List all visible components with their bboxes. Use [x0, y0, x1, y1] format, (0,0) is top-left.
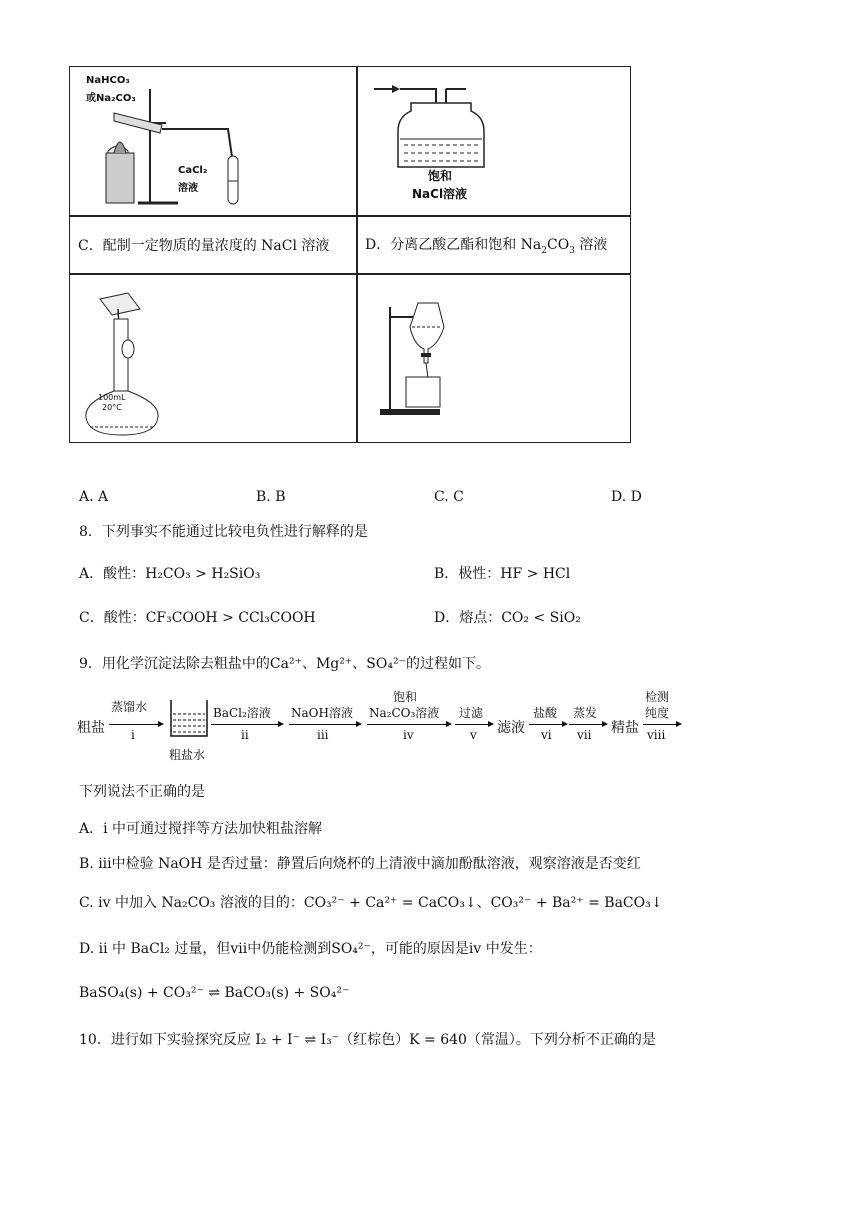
- label-na2co3: 或Na₂CO₃: [86, 93, 136, 104]
- table-divider-2: [70, 273, 630, 275]
- q9-process-flow: [77, 688, 717, 770]
- flow-step8-reagent-1: 检测: [645, 690, 670, 704]
- q9-option-b: B. iii中检验 NaOH 是否过量：静置后向烧杯的上清液中滴加酚酞溶液，观察溶液是否变红: [79, 856, 641, 872]
- q10-stem: 10．进行如下实验探究反应 I₂ + I⁻ ⇌ I₃⁻（红棕色）K = 640（常温）。下列分析不正确的是: [79, 1032, 656, 1048]
- label-flask-volume: 100mL: [98, 393, 126, 402]
- q8-option-b: B．极性：HF > HCl: [434, 566, 571, 582]
- flow-arrow-4: [367, 724, 451, 725]
- q8-stem: 8．下列事实不能通过比较电负性进行解释的是: [79, 524, 368, 540]
- table-divider-vertical: [356, 67, 358, 442]
- label-flask-temp: 20°C: [102, 403, 122, 412]
- flow-step1-reagent: 蒸馏水: [111, 700, 148, 714]
- apparatus-table: [69, 66, 631, 443]
- label-saturated: 饱和: [428, 169, 453, 183]
- q7-option-b: B. B: [256, 489, 286, 505]
- option-d-label: D．分离乙酸乙酯和饱和 $Na_2CO_3$ 溶液: [365, 237, 608, 256]
- flow-step4-reagent-1: 饱和: [393, 690, 418, 704]
- q9-option-a: A．i 中可通过搅拌等方法加快粗盐溶解: [79, 821, 323, 837]
- separatory-funnel-figure: [366, 283, 626, 433]
- q8-option-a: A．酸性：H₂CO₃ > H₂SiO₃: [79, 566, 261, 582]
- volumetric-flask-figure: [78, 279, 348, 439]
- flow-end: 精盐: [611, 720, 639, 736]
- flow-step3-reagent: NaOH溶液: [291, 706, 353, 720]
- label-cacl2-solution: 溶液: [178, 183, 198, 194]
- flow-arrow-8: [643, 724, 681, 725]
- flow-filtrate: 滤液: [497, 720, 525, 736]
- q7-option-a: A. A: [79, 489, 109, 505]
- flow-beaker-label: 粗盐水: [169, 748, 206, 762]
- flow-arrow-5: [455, 724, 493, 725]
- flow-arrow-1: [109, 724, 163, 725]
- q9-sub-stem: 下列说法不正确的是: [79, 784, 205, 800]
- label-cacl2: CaCl₂: [178, 165, 208, 176]
- option-c-label: C．配制一定物质的量浓度的 NaCl 溶液: [78, 238, 330, 254]
- gas-washing-bottle-figure: [366, 71, 626, 211]
- q8-option-c: C．酸性：CF₃COOH > CCl₃COOH: [79, 610, 316, 626]
- beaker-icon: [167, 696, 211, 740]
- q9-option-d: D. ii 中 BaCl₂ 过量，但vii中仍能检测到SO₄²⁻，可能的原因是iv 中发生：: [79, 941, 542, 957]
- q9-option-c: C. iv 中加入 Na₂CO₃ 溶液的目的：CO₃²⁻ + Ca²⁺ = CaCO₃↓、CO₃²⁻ + Ba²⁺ = BaCO₃↓: [79, 895, 663, 911]
- flow-step7-reagent: 蒸发: [573, 706, 598, 720]
- flow-step5-reagent: 过滤: [459, 706, 484, 720]
- q7-option-c: C. C: [434, 489, 464, 505]
- flow-step7-num: vii: [577, 728, 592, 742]
- flow-step6-reagent: 盐酸: [533, 706, 558, 720]
- flow-arrow-7: [569, 724, 607, 725]
- flow-arrow-3: [289, 724, 361, 725]
- label-nacl-solution: NaCl溶液: [412, 187, 468, 201]
- flow-step2-num: ii: [241, 728, 249, 742]
- q9-stem: 9．用化学沉淀法除去粗盐中的Ca²⁺、Mg²⁺、SO₄²⁻的过程如下。: [79, 656, 490, 672]
- flow-step4-num: iv: [403, 728, 414, 742]
- flow-step8-num: viii: [647, 728, 666, 742]
- flow-step2-reagent: BaCl₂溶液: [213, 706, 271, 720]
- flow-step1-num: i: [131, 728, 135, 742]
- flow-arrow-2: [211, 724, 283, 725]
- table-divider-1: [70, 215, 630, 217]
- flow-step8-reagent-2: 纯度: [645, 706, 670, 720]
- q7-option-d: D. D: [611, 489, 642, 505]
- flow-start: 粗盐: [77, 720, 105, 736]
- flow-step4-reagent-2: Na₂CO₃溶液: [369, 706, 440, 720]
- label-nahco3: NaHCO₃: [86, 75, 130, 86]
- flow-arrow-6: [529, 724, 567, 725]
- q9-option-d-equation: BaSO₄(s) + CO₃²⁻ ⇌ BaCO₃(s) + SO₄²⁻: [79, 985, 350, 1001]
- flow-step3-num: iii: [317, 728, 329, 742]
- q8-option-d: D．熔点：CO₂ < SiO₂: [434, 610, 581, 626]
- flow-step5-num: v: [470, 728, 477, 742]
- flow-step6-num: vi: [541, 728, 552, 742]
